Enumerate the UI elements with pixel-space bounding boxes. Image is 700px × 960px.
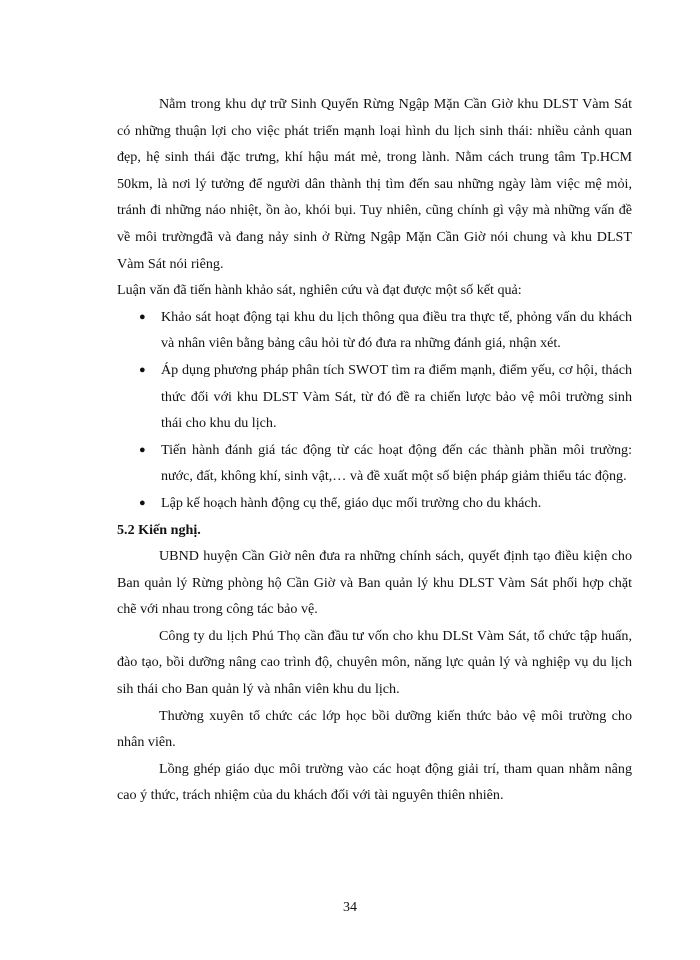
intro-paragraph: Nằm trong khu dự trữ Sinh Quyển Rừng Ngập Mặn Cần Giờ khu DLST Vàm Sát có những thuận lợi cho việc phát triển mạnh loại hình du lịch sinh thái: nhiều cảnh quan đẹp, hệ sinh thái đặc trưng, khí hậu mát mẻ, trong lành. Nằm cách trung tâm Tp.HCM 50km, là nơi lý tưởng để người dân thành thị tìm đến sau những ngày làm việc mệ mỏi, tránh đi những náo nhiệt, ồn ào, khói bụi. Tuy nhiên, cũng chính gì vậy mà những vấn đề về môi trườngđã và đang nảy sinh ở Rừng Ngập Mặn Cần Giờ nói chung và khu DLST Vàm Sát nói riêng. (117, 96, 632, 272)
recommendation-paragraph: Lồng ghép giáo dục môi trường vào các hoạt động giải trí, tham quan nhằm nâng cao ý thức, trách nhiệm của du khách đối với tài nguyên thiên nhiên. (117, 760, 632, 804)
recommendation-paragraph: Công ty du lịch Phú Thọ cần đầu tư vốn cho khu DLSt Vàm Sát, tổ chức tập huấn, đào tạo, bồi dưỡng nâng cao trình độ, chuyên môn, năng lực quản lý và nghiệp vụ du lịch sih thái cho Ban quản lý và nhân viên khu du lịch. (117, 627, 632, 698)
page-content (117, 91, 632, 809)
page-number: 34 (343, 900, 357, 915)
list-item (117, 357, 632, 437)
bullet-icon: ● (139, 363, 146, 376)
results-intro: Luận văn đã tiến hành khảo sát, nghiên cứu và đạt được một số kết quả: (117, 282, 522, 299)
section-heading: 5.2 Kiến nghị. (117, 521, 201, 538)
list-item-text: Áp dụng phương pháp phân tích SWOT tìm ra điểm mạnh, điểm yếu, cơ hội, thách thức đối với khu DLST Vàm Sát, từ đó đề ra chiến lược bảo vệ môi trường sinh thái cho khu du lịch. (161, 361, 632, 432)
list-item (117, 490, 632, 517)
recommendation-paragraph: Thường xuyên tổ chức các lớp học bồi dưỡng kiến thức bảo vệ môi trường cho nhân viên. (117, 707, 632, 751)
list-item-text: Lập kế hoạch hành động cụ thể, giáo dục mối trường cho du khách. (161, 494, 542, 511)
bullet-icon: ● (139, 443, 146, 456)
recommendation-paragraph: UBND huyện Cần Giờ nên đưa ra những chính sách, quyết định tạo điều kiện cho Ban quản lý Rừng phòng hộ Cần Giờ và Ban quản lý khu DLST Vàm Sát phối hợp chặt chẽ với nhau trong công tác bảo vệ. (117, 548, 632, 618)
list-item (117, 304, 632, 357)
results-list (117, 304, 632, 517)
list-item (117, 437, 632, 490)
list-item-text: Tiến hành đánh giá tác động từ các hoạt động đến các thành phần môi trường: nước, đất, không khí, sinh vật,… và đề xuất một số biện pháp giảm thiểu tác động. (161, 441, 632, 485)
bullet-icon: ● (139, 496, 146, 509)
list-item-text: Khảo sát hoạt động tại khu du lịch thông qua điều tra thực tế, phỏng vấn du khách và nhân viên bằng bảng câu hỏi từ đó đưa ra những đánh giá, nhận xét. (161, 308, 632, 352)
bullet-icon: ● (139, 310, 146, 323)
